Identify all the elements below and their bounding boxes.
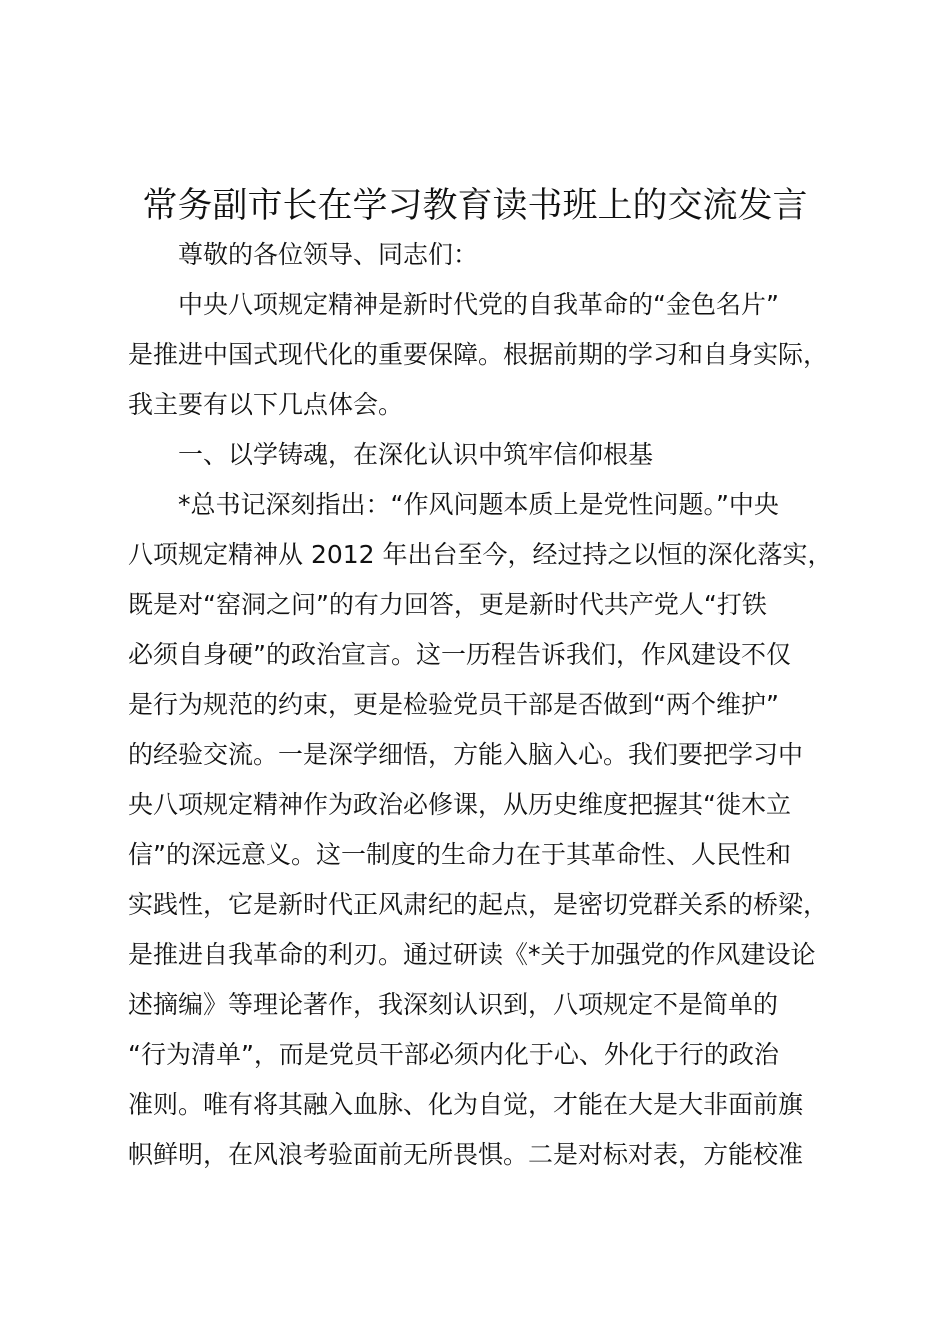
paragraph-line: 述摘编》等理论著作，我深刻认识到，八项规定不是简单的 [128, 990, 779, 1019]
paragraph-line: 的经验交流。一是深学细悟，方能入脑入心。我们要把学习中 [128, 740, 804, 769]
document-body [128, 230, 838, 1180]
paragraph-line: 帜鲜明，在风浪考验面前无所畏惧。二是对标对表，方能校准 [128, 1140, 804, 1169]
paragraph-line: 是推进中国式现代化的重要保障。根据前期的学习和自身实际， [128, 340, 829, 369]
section-heading: 一、以学铸魂，在深化认识中筑牢信仰根基 [178, 440, 654, 469]
paragraph-line: 中央八项规定精神是新时代党的自我革命的“金色名片” [178, 290, 779, 319]
paragraph-line: 我主要有以下几点体会。 [128, 390, 404, 419]
paragraph-line: 是推进自我革命的利刃。通过研读《*关于加强党的作风建设论 [128, 940, 816, 969]
paragraph-line: 准则。唯有将其融入血脉、化为自觉，才能在大是大非面前旗 [128, 1090, 804, 1119]
paragraph-line: 八项规定精神从 2012 年出台至今，经过持之以恒的深化落实， [128, 540, 833, 569]
paragraph-line: 信”的深远意义。这一制度的生命力在于其革命性、人民性和 [128, 840, 791, 869]
paragraph-line: 必须自身硬”的政治宣言。这一历程告诉我们，作风建设不仅 [128, 640, 791, 669]
paragraph-line: 既是对“窑洞之问”的有力回答，更是新时代共产党人“打铁 [128, 590, 767, 619]
paragraph-line: *总书记深刻指出：“作风问题本质上是党性问题。”中央 [178, 490, 779, 519]
paragraph-line: “行为清单”，而是党员干部必须内化于心、外化于行的政治 [128, 1040, 779, 1069]
paragraph-line: 央八项规定精神作为政治必修课，从历史维度把握其“徙木立 [128, 790, 791, 819]
paragraph-line: 是行为规范的约束，更是检验党员干部是否做到“两个维护” [128, 690, 779, 719]
paragraph-line: 实践性，它是新时代正风肃纪的起点，是密切党群关系的桥梁， [128, 890, 829, 919]
greeting-line: 尊敬的各位领导、同志们： [178, 240, 479, 269]
document-title: 常务副市长在学习教育读书班上的交流发言 [142, 186, 808, 226]
